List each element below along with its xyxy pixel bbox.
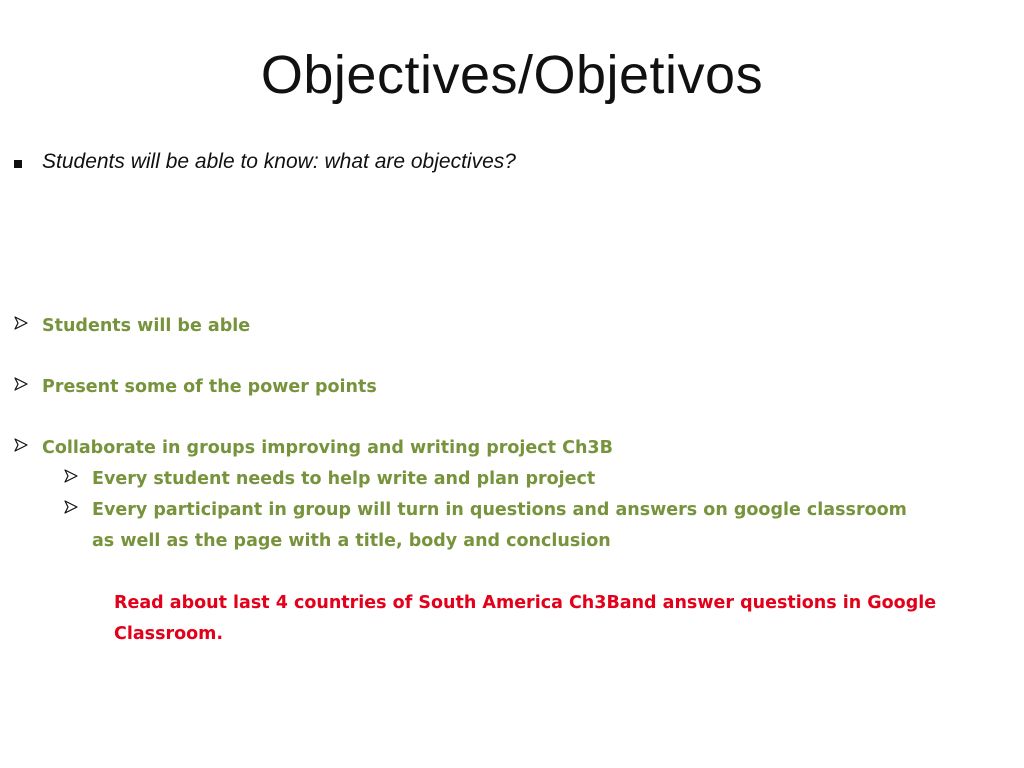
square-bullet-icon — [14, 160, 22, 168]
bullet-text: Students will be able — [42, 316, 251, 336]
bullet-item — [14, 311, 250, 342]
assignment-note: Read about last 4 countries of South America Ch3Band answer questions in Google Classroom. — [114, 593, 937, 644]
arrow-bullet-icon — [14, 315, 28, 329]
bullet-text: Present some of the power points — [42, 377, 377, 397]
sub-bullet-text: Every student needs to help write and plan project — [92, 469, 596, 489]
arrow-bullet-icon — [14, 376, 28, 390]
intro-bullet-text: Students will be able to know: what are objectives? — [42, 150, 516, 173]
sub-bullet-item — [64, 495, 944, 557]
bullet-item — [14, 372, 377, 403]
bullet-item — [14, 433, 613, 464]
arrow-bullet-icon — [14, 437, 28, 451]
bullet-text: Collaborate in groups improving and writing project Ch3B — [42, 438, 613, 458]
intro-bullet — [14, 150, 516, 174]
slide-title: Objectives/Objetivos — [260, 45, 764, 105]
arrow-bullet-icon — [64, 468, 78, 482]
sub-bullet-text: Every participant in group will turn in questions and answers on google classroom as well as the page with a title, body and conclusion — [92, 500, 907, 551]
sub-bullet-item — [64, 464, 595, 495]
arrow-bullet-icon — [64, 499, 78, 513]
